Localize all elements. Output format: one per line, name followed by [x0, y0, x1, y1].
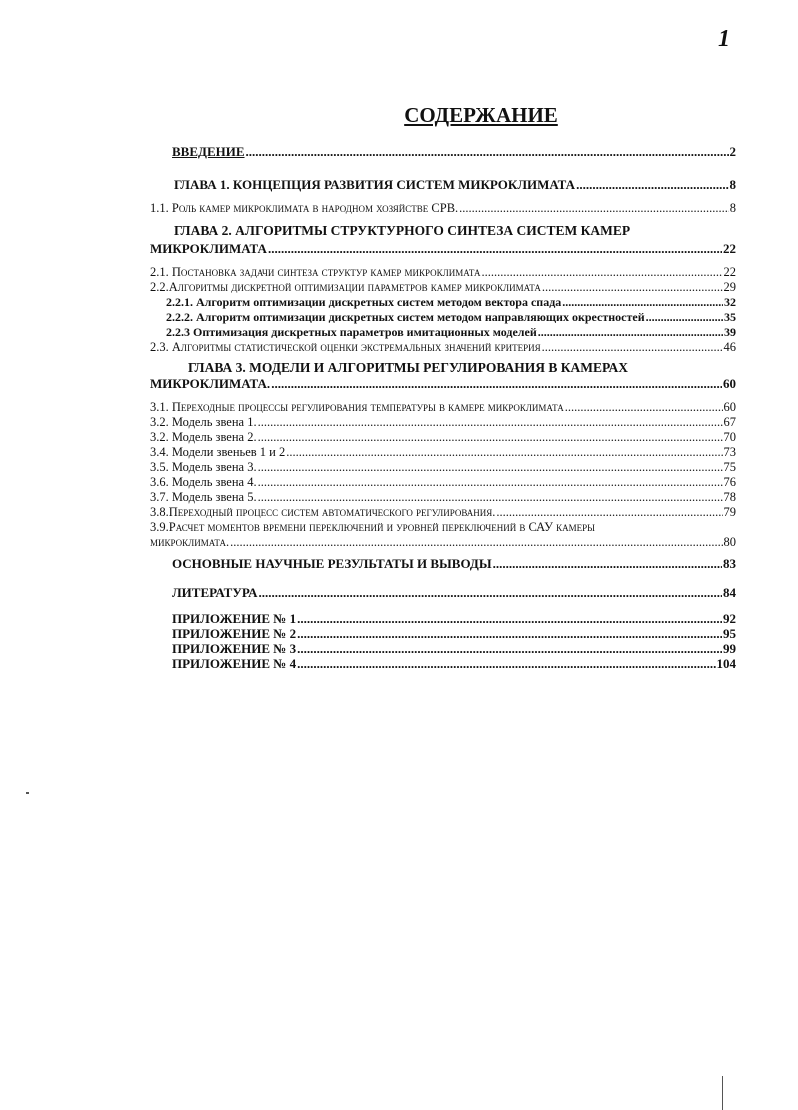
toc-entry-chapter-2[interactable] — [150, 242, 736, 256]
toc-entry-2-2[interactable] — [150, 281, 736, 295]
toc-chapter-2-heading-line1: ГЛАВА 2. АЛГОРИТМЫ СТРУКТУРНОГО СИНТЕЗА СИСТЕМ КАМЕР — [174, 223, 631, 238]
toc-entry-page: 73 — [723, 445, 736, 459]
toc-entry-text: 2.2.1. Алгоритм оптимизации дискретных систем методом вектора спада — [166, 295, 562, 309]
leader-dots — [259, 586, 722, 600]
toc-entry-text: 3.7. Модель звена 5. — [150, 490, 257, 504]
toc-entry-text: МИКРОКЛИМАТА. — [150, 376, 271, 391]
toc-entry-3-9-line1: 3.9.Расчет моментов времени переключений и уровней переключений в САУ камеры — [150, 520, 595, 534]
toc-entry-page: 46 — [723, 340, 736, 354]
toc-entry-text: ЛИТЕРАТУРА — [172, 585, 258, 600]
toc-entry-3-9[interactable] — [150, 536, 736, 550]
toc-entry-2-3[interactable] — [150, 341, 736, 355]
toc-entry-3-7[interactable] — [150, 491, 736, 505]
toc-entry-text: 3.2. Модель звена 2. — [150, 430, 257, 444]
leader-dots — [542, 281, 723, 295]
toc-entry-3-6[interactable] — [150, 476, 736, 490]
toc-entry-text: ГЛАВА 1. КОНЦЕПЦИЯ РАЗВИТИЯ СИСТЕМ МИКРОКЛИМАТА — [174, 177, 576, 192]
leader-dots — [481, 266, 722, 280]
toc-entry-page: 80 — [723, 535, 736, 549]
toc-entry-1-1[interactable] — [150, 202, 736, 216]
toc-entry-page: 84 — [723, 585, 736, 600]
toc-entry-3-1[interactable] — [150, 401, 736, 415]
toc-entry-3-2a[interactable] — [150, 416, 736, 430]
leader-dots — [258, 416, 723, 430]
toc-entry-text: микроклимата. — [150, 535, 230, 549]
toc-entry-appendix-2[interactable] — [172, 627, 736, 641]
leader-dots — [258, 476, 723, 490]
toc-entry-appendix-1[interactable] — [172, 612, 736, 626]
leader-dots — [230, 536, 722, 550]
toc-entry-text: 3.5. Модель звена 3. — [150, 460, 257, 474]
leader-dots — [246, 145, 729, 159]
toc-entry-2-1[interactable] — [150, 266, 736, 280]
toc-entry-2-2-1[interactable] — [166, 296, 736, 309]
toc-entry-text: ВВЕДЕНИЕ — [172, 144, 245, 159]
toc-entry-page: 95 — [723, 626, 736, 641]
toc-entry-3-2b[interactable] — [150, 431, 736, 445]
toc-entry-literature[interactable] — [172, 586, 736, 600]
toc-entry-page: 32 — [724, 295, 736, 309]
toc-entry-text: 2.2.Алгоритмы дискретной оптимизации параметров камер микроклимата — [150, 280, 541, 294]
toc-entry-text: 2.3. Алгоритмы статистической оценки экстремальных значений критерия — [150, 340, 541, 354]
leader-dots — [258, 431, 723, 445]
toc-entry-text: 3.1. Переходные процессы регулирования температуры в камере микроклимата — [150, 400, 564, 414]
toc-entry-page: 79 — [723, 505, 736, 519]
leader-dots — [459, 202, 729, 216]
scan-speck — [26, 792, 29, 794]
leader-dots — [258, 461, 723, 475]
toc-entry-text: ПРИЛОЖЕНИЕ № 1 — [172, 611, 297, 626]
toc-entry-text: МИКРОКЛИМАТА — [150, 241, 267, 256]
leader-dots — [286, 446, 722, 460]
toc-entry-page: 22 — [723, 241, 736, 256]
leader-dots — [496, 506, 722, 520]
toc-entry-page: 99 — [723, 641, 736, 656]
toc-entry-results[interactable] — [172, 557, 736, 571]
toc-entry-text: 2.1. Постановка задачи синтеза структур камер микроклимата — [150, 265, 481, 279]
toc-entry-page: 75 — [723, 460, 736, 474]
toc-entry-2-2-3[interactable] — [166, 326, 736, 339]
toc-entry-appendix-4[interactable] — [172, 657, 736, 671]
toc-entry-page: 35 — [724, 310, 736, 324]
toc-entry-2-2-2[interactable] — [166, 311, 736, 324]
toc-chapter-3-heading-line1: ГЛАВА 3. МОДЕЛИ И АЛГОРИТМЫ РЕГУЛИРОВАНИЯ В КАМЕРАХ — [188, 360, 629, 375]
leader-dots — [297, 657, 715, 671]
toc-entry-chapter-1[interactable] — [174, 178, 736, 192]
toc-entry-text: 3.2. Модель звена 1. — [150, 415, 257, 429]
toc-entry-text: 1.1. Роль камер микроклимата в народном хозяйстве СРВ. — [150, 201, 459, 215]
toc-entry-page: 83 — [723, 556, 736, 571]
toc-entry-page: 60 — [723, 400, 736, 414]
toc-entry-page: 29 — [723, 280, 736, 294]
toc-entry-3-5[interactable] — [150, 461, 736, 475]
toc-entry-text: 3.8.Переходный процесс систем автоматического регулирования. — [150, 505, 496, 519]
toc-entry-page: 67 — [723, 415, 736, 429]
leader-dots — [271, 377, 722, 391]
toc-entry-text: 3.6. Модель звена 4. — [150, 475, 257, 489]
toc-entry-page: 76 — [723, 475, 736, 489]
toc-entry-text: ОСНОВНЫЕ НАУЧНЫЕ РЕЗУЛЬТАТЫ И ВЫВОДЫ — [172, 556, 492, 571]
leader-dots — [258, 491, 723, 505]
leader-dots — [646, 311, 723, 324]
toc-entry-page: 2 — [729, 144, 736, 159]
toc-entry-page: 92 — [723, 611, 736, 626]
leader-dots — [562, 296, 723, 309]
toc-entry-text: ПРИЛОЖЕНИЕ № 2 — [172, 626, 297, 641]
toc-entry-page: 78 — [723, 490, 736, 504]
toc-entry-page: 8 — [729, 201, 736, 215]
leader-dots — [576, 178, 728, 192]
toc-entry-text: 3.4. Модели звеньев 1 и 2 — [150, 445, 286, 459]
page-title: СОДЕРЖАНИЕ — [404, 103, 558, 127]
page-number: 1 — [718, 26, 730, 52]
toc-entry-3-8[interactable] — [150, 506, 736, 520]
leader-dots — [297, 642, 722, 656]
leader-dots — [297, 627, 722, 641]
toc-entry-page: 60 — [723, 376, 736, 391]
toc-entry-page: 22 — [723, 265, 736, 279]
leader-dots — [297, 612, 722, 626]
toc-entry-text: 2.2.3 Оптимизация дискретных параметров имитационных моделей — [166, 325, 537, 339]
leader-dots — [538, 326, 723, 339]
toc-entry-page: 39 — [724, 325, 736, 339]
toc-entry-page: 8 — [729, 177, 736, 192]
leader-dots — [493, 557, 722, 571]
leader-dots — [268, 242, 722, 256]
toc-entry-text: ПРИЛОЖЕНИЕ № 4 — [172, 656, 297, 671]
toc-entry-intro[interactable] — [172, 145, 736, 159]
leader-dots — [565, 401, 723, 415]
leader-dots — [542, 341, 723, 355]
toc-entry-text: ПРИЛОЖЕНИЕ № 3 — [172, 641, 297, 656]
toc-entry-chapter-3[interactable] — [150, 377, 736, 391]
toc-entry-text: 2.2.2. Алгоритм оптимизации дискретных систем методом направляющих окрестностей — [166, 310, 645, 324]
toc-entry-3-4[interactable] — [150, 446, 736, 460]
scan-edge-mark — [722, 1076, 723, 1110]
toc-entry-appendix-3[interactable] — [172, 642, 736, 656]
toc-entry-page: 104 — [716, 656, 736, 671]
toc-entry-page: 70 — [723, 430, 736, 444]
